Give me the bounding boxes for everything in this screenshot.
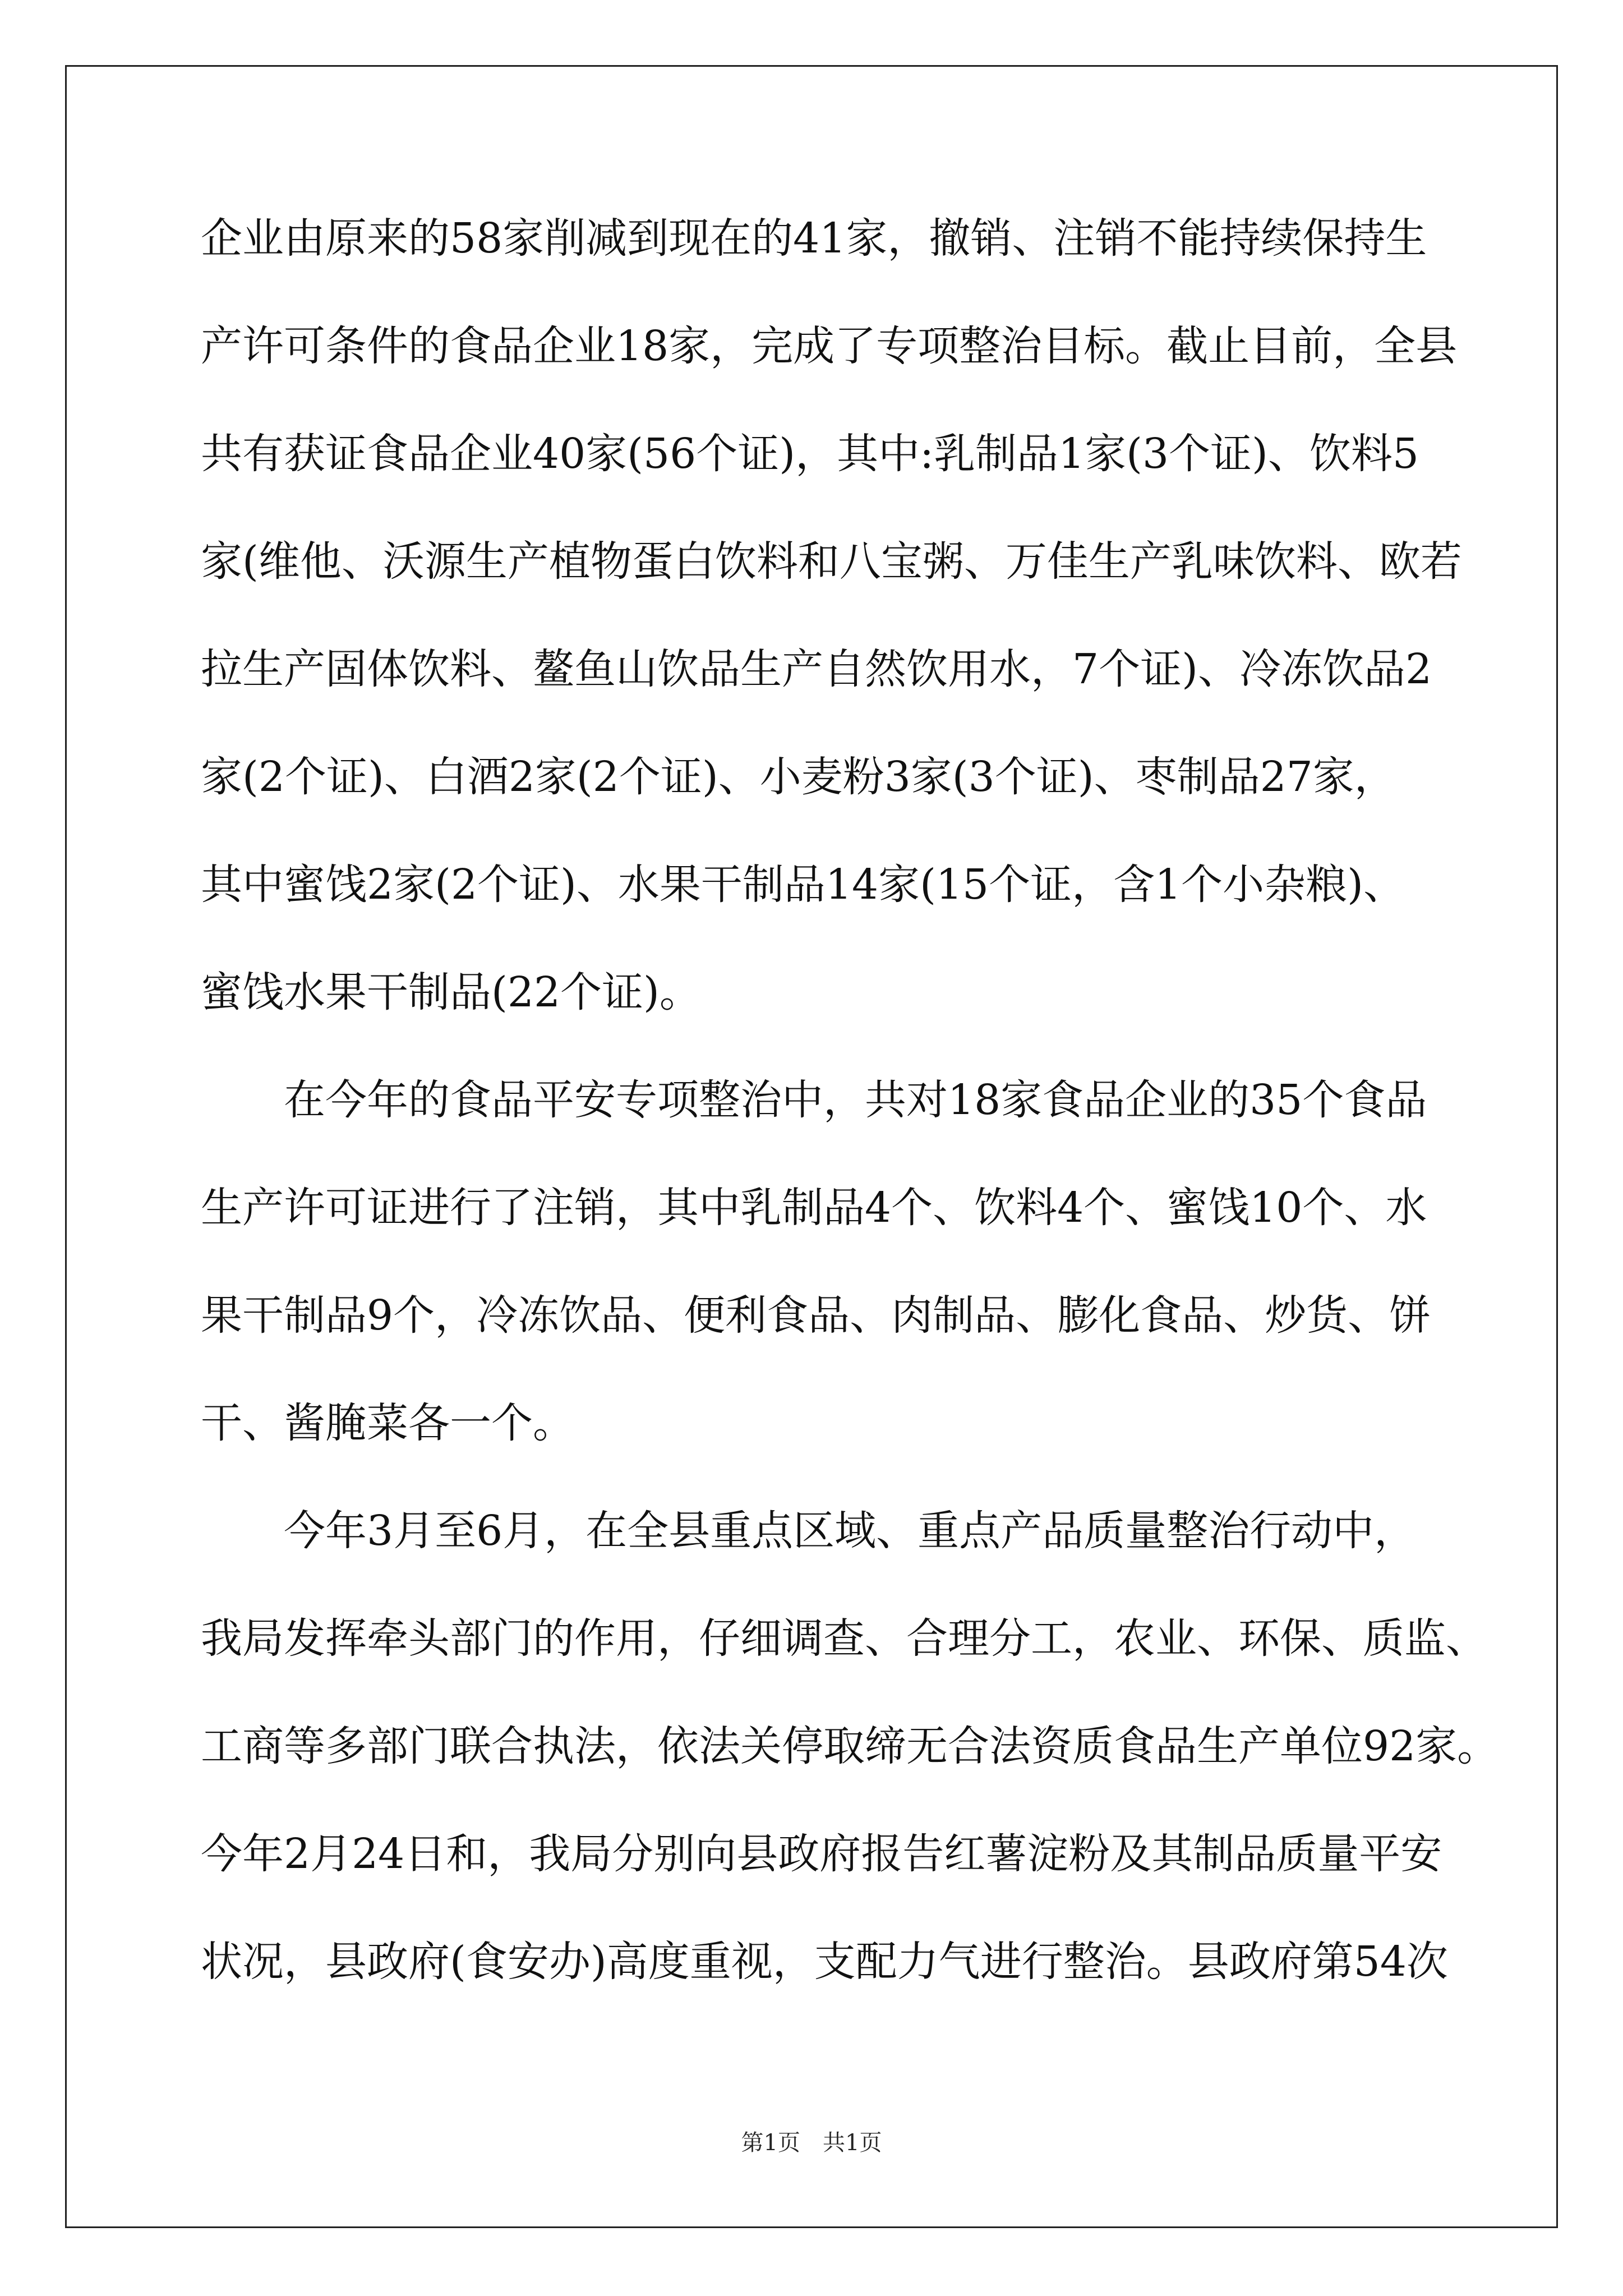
page-number-footer: 第1页 共1页 [741,2130,882,2156]
page-border [65,65,1558,2228]
text-line: 家(维他、沃源生产植物蛋白饮料和八宝粥、万佳生产乳味饮料、欧若 [201,537,1462,586]
text-line: 在今年的食品平安专项整治中，共对18家食品企业的35个食品 [201,1076,1427,1124]
text-line: 拉生产固体饮料、鳌鱼山饮品生产自然饮用水，7个证)、冷冻饮品2 [201,645,1432,693]
text-line: 我局发挥牵头部门的作用，仔细调查、合理分工，农业、环保、质监、 [201,1614,1487,1663]
text-line: 今年2月24日和，我局分别向县政府报告红薯淀粉及其制品质量平安 [201,1830,1442,1878]
text-line: 干、酱腌菜各一个。 [201,1399,574,1447]
text-line: 工商等多部门联合执法，依法关停取缔无合法资质食品生产单位92家。 [201,1722,1499,1770]
text-line: 果干制品9个，冷冻饮品、便利食品、肉制品、膨化食品、炒货、饼 [201,1291,1431,1340]
text-line: 企业由原来的58家削减到现在的41家，撤销、注销不能持续保持生 [201,214,1427,263]
text-line: 家(2个证)、白酒2家(2个证)、小麦粉3家(3个证)、枣制品27家， [201,753,1396,801]
text-line: 蜜饯水果干制品(22个证)。 [201,968,701,1016]
text-line: 共有获证食品企业40家(56个证)，其中:乳制品1家(3个证)、饮料5 [201,430,1419,478]
text-line: 生产许可证进行了注销，其中乳制品4个、饮料4个、蜜饯10个、水 [201,1184,1427,1232]
text-line: 今年3月至6月，在全县重点区域、重点产品质量整治行动中， [201,1507,1416,1555]
text-line: 产许可条件的食品企业18家，完成了专项整治目标。截止目前，全县 [201,322,1458,370]
text-line: 其中蜜饯2家(2个证)、水果干制品14家(15个证，含1个小杂粮)、 [201,861,1405,909]
text-line: 状况，县政府(食安办)高度重视，支配力气进行整治。县政府第54次 [201,1938,1448,1986]
